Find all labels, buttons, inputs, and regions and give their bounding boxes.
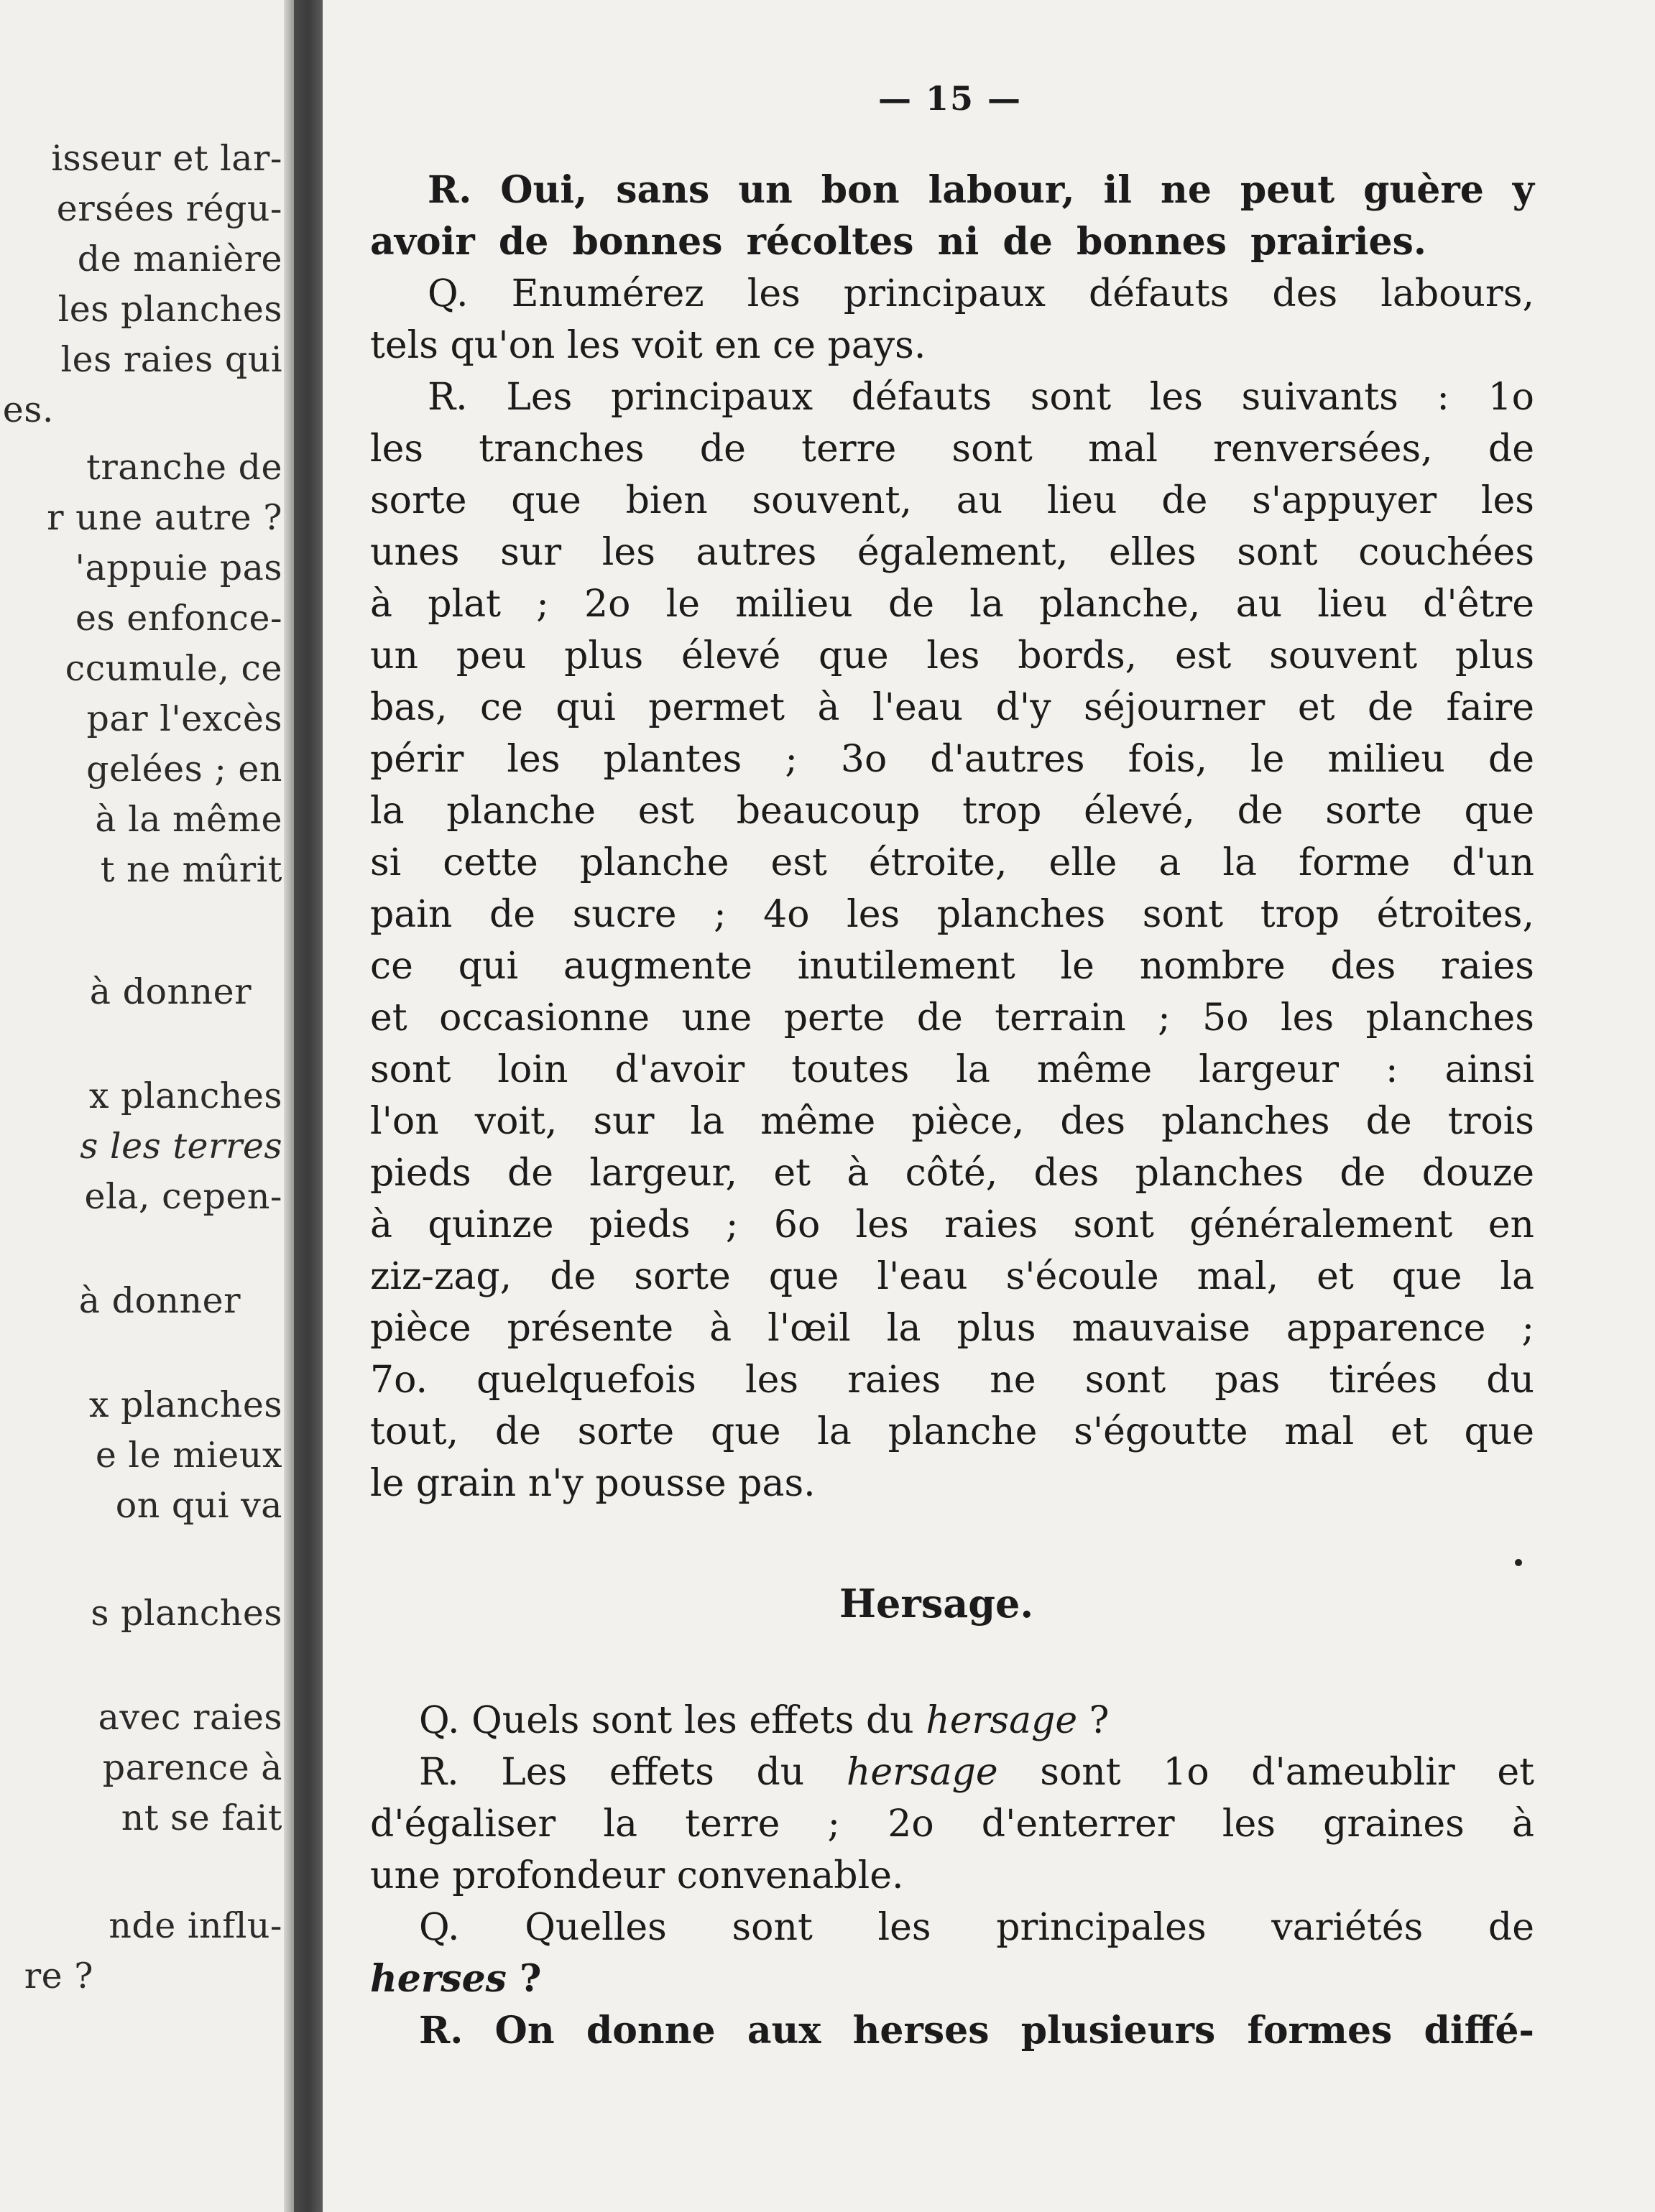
body-line: Q. Enumérez les principaux défauts des labours,	[428, 272, 1534, 315]
left-text-line: les raies qui	[60, 339, 282, 380]
body-line: une profondeur convenable.	[370, 1854, 904, 1897]
left-text-line: nde influ-	[109, 1905, 282, 1946]
left-text-line: e le mieux	[95, 1435, 282, 1476]
body-line: à quinze pieds ; 6o les raies sont généralement en	[370, 1203, 1534, 1246]
left-text-line: re ?	[24, 1956, 93, 1996]
body-line: sorte que bien souvent, au lieu de s'appuyer les	[370, 479, 1534, 522]
left-text-line: 'appuie pas	[75, 547, 282, 588]
body-line: bas, ce qui permet à l'eau d'y séjourner et de faire	[370, 686, 1534, 729]
left-text-line: à la même	[95, 799, 282, 840]
question-hersage-effects	[370, 1695, 1534, 1746]
left-text-line: avec raies	[98, 1697, 282, 1738]
body-line: pièce présente à l'œil la plus mauvaise apparence ;	[370, 1307, 1534, 1350]
left-text-line: nt se fait	[121, 1797, 282, 1838]
answer-term: hersage	[846, 1751, 998, 1794]
body-line: unes sur les autres également, elles sont couchées	[370, 531, 1534, 574]
question-mark: ?	[1077, 1699, 1110, 1742]
left-text-line: gelées ; en	[86, 749, 282, 790]
body-line: tels qu'on les voit en ce pays.	[370, 324, 926, 367]
left-text-line: x planches	[88, 1075, 282, 1116]
answer-herse-varieties: R. On donne aux herses plusieurs formes diffé-	[419, 2009, 1534, 2053]
left-text-line: à donner	[78, 1280, 241, 1321]
left-text-line: de manière	[77, 239, 282, 279]
left-text-line: on qui va	[115, 1485, 282, 1526]
ink-speck	[1515, 1559, 1522, 1566]
body-line: l'on voit, sur la même pièce, des planches de trois	[370, 1100, 1534, 1143]
body-line: pieds de largeur, et à côté, des planches de douze	[370, 1152, 1534, 1195]
left-text-line: es enfonce-	[75, 598, 282, 639]
body-line: le grain n'y pousse pas.	[370, 1462, 816, 1505]
question-term: hersage	[926, 1699, 1078, 1742]
body-line: ce qui augmente inutilement le nombre des raies	[370, 945, 1534, 988]
left-text-line: ccumule, ce	[65, 648, 282, 689]
body-line: si cette planche est étroite, elle a la forme d'un	[370, 841, 1534, 884]
question-herse-varieties: Q. Quelles sont les principales variétés de	[419, 1906, 1534, 1949]
question-mark: ?	[506, 1957, 542, 2001]
left-text-line: tranche de	[86, 447, 282, 488]
page-number: — 15 —	[878, 79, 1023, 118]
left-text-line: par l'excès	[86, 698, 282, 739]
answer-text: R. Les effets du	[419, 1751, 847, 1794]
body-line: ziz-zag, de sorte que l'eau s'écoule mal, et que la	[370, 1255, 1534, 1298]
left-text-line: es.	[2, 389, 54, 430]
body-line: à plat ; 2o le milieu de la planche, au lieu d'être	[370, 583, 1534, 626]
body-line: et occasionne une perte de terrain ; 5o les planches	[370, 996, 1534, 1040]
left-text-line: ersées régu-	[56, 188, 282, 229]
left-text-line: les planches	[57, 289, 282, 330]
question-term: herses	[370, 1957, 507, 2001]
body-line: R. Les principaux défauts sont les suivants : 1o	[428, 376, 1534, 419]
body-line: tout, de sorte que la planche s'égoutte mal et que	[370, 1410, 1534, 1453]
answer-text: sont 1o d'ameublir et	[997, 1751, 1535, 1794]
left-text-line: x planches	[88, 1384, 282, 1425]
body-line: périr les plantes ; 3o d'autres fois, le milieu de	[370, 738, 1534, 781]
gutter-shadow	[284, 0, 294, 2212]
answer-hersage-effects-line	[370, 1747, 1534, 1797]
body-line: d'égaliser la terre ; 2o d'enterrer les graines à	[370, 1803, 1534, 1846]
left-text-line: à donner	[89, 971, 252, 1012]
left-text-line: parence à	[102, 1747, 282, 1788]
body-line: 7o. quelquefois les raies ne sont pas tirées du	[370, 1359, 1534, 1402]
body-line: un peu plus élevé que les bords, est souvent plus	[370, 634, 1534, 677]
question-text: Q. Quels sont les effets du	[419, 1699, 926, 1742]
section-heading: Hersage.	[839, 1581, 1034, 1626]
left-text-line: s planches	[91, 1593, 282, 1634]
left-text-line: ela, cepen-	[84, 1176, 282, 1217]
left-text-line: isseur et lar-	[51, 138, 282, 179]
left-text-line: s les terres	[80, 1126, 282, 1167]
body-line: avoir de bonnes récoltes ni de bonnes prairies.	[370, 220, 1426, 264]
left-text-line: r une autre ?	[47, 497, 282, 538]
body-line: la planche est beaucoup trop élevé, de sorte que	[370, 790, 1534, 833]
body-line: sont loin d'avoir toutes la même largeur : ainsi	[370, 1048, 1534, 1091]
left-page-fragment	[0, 0, 291, 2212]
question-herse-varieties-end	[370, 1954, 1534, 2004]
body-line: les tranches de terre sont mal renversées, de	[370, 427, 1534, 471]
left-text-line: t ne mûrit	[100, 849, 282, 890]
page-binding-divider	[294, 0, 323, 2212]
body-line: R. Oui, sans un bon labour, il ne peut guère y	[428, 168, 1534, 212]
body-line: pain de sucre ; 4o les planches sont trop étroites,	[370, 893, 1534, 936]
